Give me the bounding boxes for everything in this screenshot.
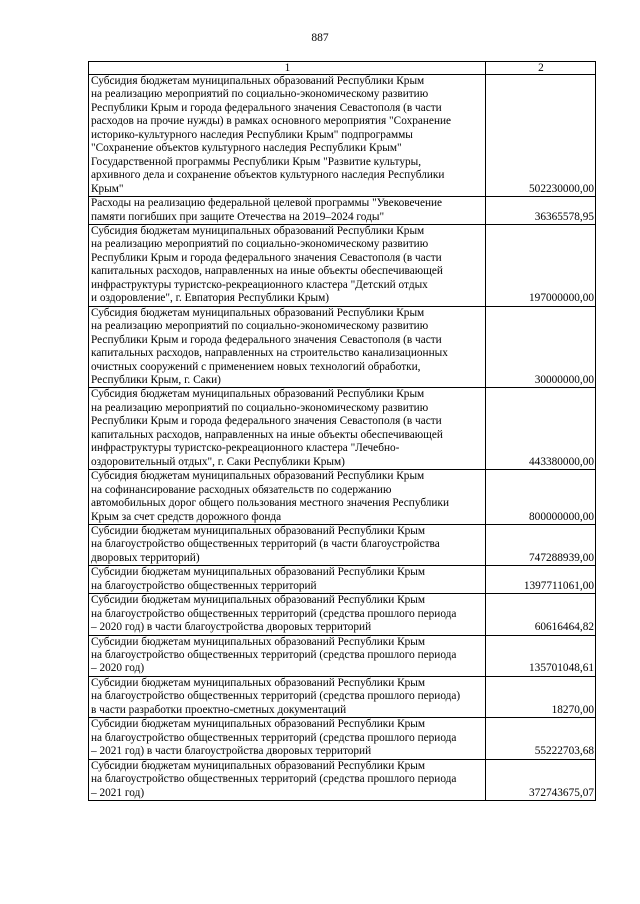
- row-amount: 60616464,82: [486, 594, 596, 635]
- row-description: [89, 594, 486, 635]
- description-line: Республики Крым, г. Саки): [91, 373, 221, 386]
- description-line: на благоустройство общественных территорий: [91, 579, 317, 592]
- row-amount: 747288939,00: [486, 524, 596, 565]
- row-amount: 30000000,00: [486, 306, 596, 388]
- description-line: – 2021 год): [91, 786, 145, 799]
- description-line: на благоустройство общественных территорий (в части благоустройства: [91, 538, 440, 551]
- row-amount: 135701048,61: [486, 635, 596, 676]
- table-row: [89, 635, 596, 676]
- row-description: [89, 224, 486, 306]
- description-line: – 2021 год) в части благоустройства дворовых территорий: [91, 745, 372, 758]
- description-line: капитальных расходов, направленных на иные объекты обеспечивающей: [91, 265, 443, 278]
- table-row: [89, 594, 596, 635]
- row-description: [89, 470, 486, 525]
- description-line: на благоустройство общественных территорий (средства прошлого периода: [91, 731, 457, 744]
- page-number: 887: [311, 32, 329, 44]
- description-line: памяти погибших при защите Отечества на 2019–2024 годы": [91, 210, 385, 223]
- description-line: капитальных расходов, направленных на строительство канализационных: [91, 347, 448, 360]
- table-row: [89, 524, 596, 565]
- row-amount: 18270,00: [486, 676, 596, 717]
- column-header-1: 1: [89, 62, 486, 75]
- table-row: [89, 197, 596, 225]
- description-line: Субсидия бюджетам муниципальных образований Республики Крым: [91, 470, 425, 483]
- row-amount: 800000000,00: [486, 470, 596, 525]
- description-line: на благоустройство общественных территорий (средства прошлого периода): [91, 690, 461, 703]
- description-line: в части разработки проектно-сметных документаций: [91, 703, 347, 716]
- table-header-row: [89, 62, 596, 75]
- description-line: расходов на прочие нужды) в рамках основного мероприятия "Сохранение: [91, 115, 452, 128]
- description-line: на реализацию мероприятий по социально-экономическому развитию: [91, 238, 429, 251]
- table-body: [89, 75, 596, 801]
- budget-table: [88, 61, 596, 801]
- row-description: [89, 75, 486, 197]
- description-line: Республики Крым и города федерального значения Севастополя (в части: [91, 101, 442, 114]
- description-line: и оздоровление", г. Евпатория Республики Крым): [91, 292, 330, 305]
- description-line: "Сохранение объектов культурного наследия Республики Крым": [91, 142, 402, 155]
- description-line: Субсидии бюджетам муниципальных образований Республики Крым: [91, 594, 426, 607]
- description-line: – 2020 год) в части благоустройства дворовых территорий: [91, 621, 372, 634]
- description-line: Субсидии бюджетам муниципальных образований Республики Крым: [91, 524, 426, 537]
- row-description: [89, 759, 486, 800]
- description-line: оздоровительный отдых", г. Саки Республики Крым): [91, 455, 345, 468]
- row-description: [89, 566, 486, 594]
- table-row: [89, 224, 596, 306]
- row-amount: 197000000,00: [486, 224, 596, 306]
- description-line: Субсидии бюджетам муниципальных образований Республики Крым: [91, 718, 426, 731]
- row-amount: 36365578,95: [486, 197, 596, 225]
- description-line: Субсидия бюджетам муниципальных образований Республики Крым: [91, 224, 425, 237]
- description-line: на благоустройство общественных территорий (средства прошлого периода: [91, 773, 457, 786]
- description-line: на благоустройство общественных территорий (средства прошлого периода: [91, 649, 457, 662]
- table-row: [89, 759, 596, 800]
- row-description: [89, 197, 486, 225]
- description-line: на благоустройство общественных территорий (средства прошлого периода: [91, 607, 457, 620]
- description-line: Субсидии бюджетам муниципальных образований Республики Крым: [91, 635, 426, 648]
- row-description: [89, 524, 486, 565]
- table-row: [89, 388, 596, 470]
- description-line: на реализацию мероприятий по социально-экономическому развитию: [91, 88, 429, 101]
- table-row: [89, 676, 596, 717]
- description-line: инфраструктуры туристско-рекреационного кластера "Лечебно-: [91, 442, 400, 455]
- row-description: [89, 635, 486, 676]
- table-row: [89, 718, 596, 759]
- table-row: [89, 306, 596, 388]
- description-line: на софинансирование расходных обязательств по содержанию: [91, 483, 392, 496]
- description-line: Республики Крым и города федерального значения Севастополя (в части: [91, 333, 442, 346]
- description-line: на реализацию мероприятий по социально-экономическому развитию: [91, 320, 429, 333]
- description-line: Крым": [91, 182, 124, 195]
- description-line: Республики Крым и города федерального значения Севастополя (в части: [91, 415, 442, 428]
- description-line: Субсидия бюджетам муниципальных образований Республики Крым: [91, 75, 425, 87]
- column-header-2: 2: [486, 62, 596, 75]
- row-description: [89, 718, 486, 759]
- description-line: капитальных расходов, направленных на иные объекты обеспечивающей: [91, 428, 443, 441]
- row-amount: 1397711061,00: [486, 566, 596, 594]
- description-line: Республики Крым и города федерального значения Севастополя (в части: [91, 251, 442, 264]
- row-amount: 55222703,68: [486, 718, 596, 759]
- description-line: – 2020 год): [91, 662, 145, 675]
- row-amount: 372743675,07: [486, 759, 596, 800]
- table-row: [89, 470, 596, 525]
- description-line: Субсидия бюджетам муниципальных образований Республики Крым: [91, 388, 425, 401]
- description-line: дворовых территорий): [91, 551, 200, 564]
- table-row: [89, 566, 596, 594]
- row-amount: 502230000,00: [486, 75, 596, 197]
- description-line: на реализацию мероприятий по социально-экономическому развитию: [91, 401, 429, 414]
- description-line: историко-культурного наследия Республики Крым" подпрограммы: [91, 128, 413, 141]
- description-line: Государственной программы Республики Крым "Развитие культуры,: [91, 155, 422, 168]
- description-line: Расходы на реализацию федеральной целевой программы "Увековечение: [91, 197, 443, 210]
- description-line: инфраструктуры туристско-рекреационного кластера "Детский отдых: [91, 278, 428, 291]
- description-line: очистных сооружений с применением новых технологий обработки,: [91, 360, 421, 373]
- row-description: [89, 388, 486, 470]
- row-description: [89, 676, 486, 717]
- row-description: [89, 306, 486, 388]
- row-amount: 443380000,00: [486, 388, 596, 470]
- description-line: Крым за счет средств дорожного фонда: [91, 510, 282, 523]
- description-line: Субсидии бюджетам муниципальных образований Республики Крым: [91, 566, 426, 579]
- description-line: Субсидия бюджетам муниципальных образований Республики Крым: [91, 306, 425, 319]
- description-line: архивного дела и сохранение объектов культурного наследия Республики: [91, 169, 445, 182]
- table-row: [89, 75, 596, 197]
- description-line: Субсидии бюджетам муниципальных образований Республики Крым: [91, 676, 426, 689]
- description-line: автомобильных дорог общего пользования местного значения Республики: [91, 497, 450, 510]
- description-line: Субсидии бюджетам муниципальных образований Республики Крым: [91, 759, 426, 772]
